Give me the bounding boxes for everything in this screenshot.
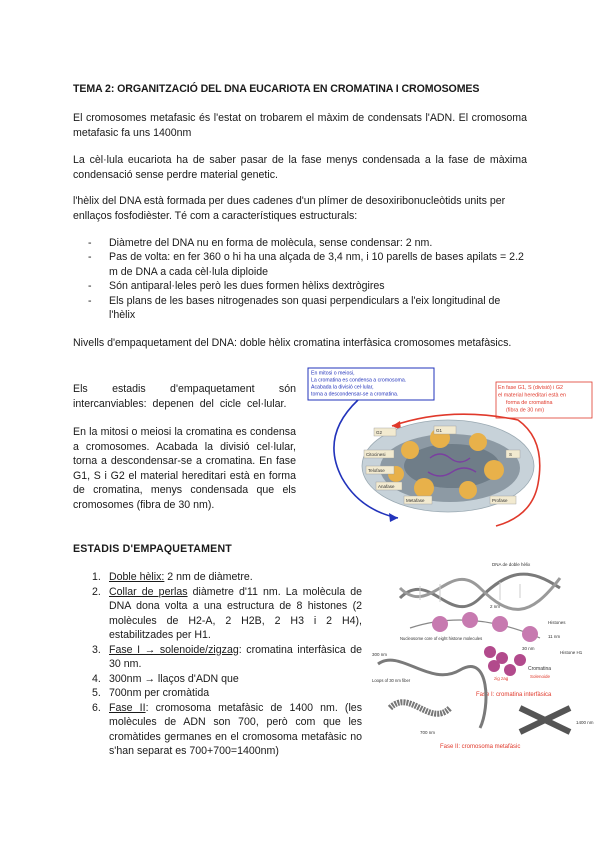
svg-text:Citocinesi: Citocinesi: [366, 452, 386, 457]
svg-text:1400 nm: 1400 nm: [576, 720, 594, 725]
paragraph-metaphase: El cromosomes metafasic és l'estat on trobarem el màxim de condensats l'ADN. El cromosoma metafasic fa uns 1400nm: [73, 112, 527, 139]
paragraph-helix: l'hèlix del DNA està formada per dues cadenes d'un plímer de desoxiribonucleòtids units per enllaços fosfodièster. Té com a característiques estructurals:: [73, 195, 506, 222]
svg-text:S: S: [509, 452, 513, 457]
svg-text:30 nm: 30 nm: [522, 646, 535, 651]
list-item: 6. Fase II: cromosoma metafàsic de 1400 nm. (les molècules de ADN son 700, però com que les cromàtides germanes en el cromosoma metafàsic no s'han separat es 700+700=1400nm): [92, 701, 362, 757]
paragraph-mitosis: En la mitosi o meiosi la cromatina es condensa a cromosomes. Acabada la divisió cel·lular, torna a descondensar-se a cromatina. En fase G1, S i G2 el material hereditari està en forma de cromatina, menys condensada que els cromosomes (fibra de 30 nm).: [73, 426, 296, 511]
svg-text:DNA de doble hèlix: DNA de doble hèlix: [492, 562, 531, 567]
page-title: TEMA 2: ORGANITZACIÓ DEL DNA EUCARIOTA EN CROMATINA I CROMOSOMES: [73, 83, 480, 95]
svg-text:Solenoide: Solenoide: [530, 674, 551, 679]
svg-text:En fase G1, S (divisió) i G2: En fase G1, S (divisió) i G2 el material hereditari està en forma de cromatina (fibra de 30 nm): [498, 385, 567, 414]
svg-text:Telofase: Telofase: [368, 468, 385, 473]
list-item: 3. Fase I → solenoide/zigzag: cromatina interfàsica de 30 nm.: [92, 643, 363, 670]
stages-list: [92, 570, 362, 759]
svg-text:Fase I: cromatina interfàsica: Fase I: cromatina interfàsica: [476, 692, 552, 698]
svg-text:Histone H1: Histone H1: [560, 650, 583, 655]
svg-text:Histones: Histones: [548, 620, 566, 625]
svg-text:Nucleosome core of eight histo: Nucleosome core of eight histone molecules: [400, 636, 483, 641]
list-item: - Pas de volta: en fer 360 o hi ha una alçada de 3,4 nm, i 10 parells de bases apilats = 2.2 m de DNA a cada cèl·lula diploide: [88, 250, 528, 279]
svg-text:Loops of 30 nm fiber: Loops of 30 nm fiber: [372, 678, 411, 683]
characteristics-list: [88, 236, 528, 322]
list-item: 5. 700nm per cromàtida: [92, 687, 210, 699]
svg-text:700 nm: 700 nm: [420, 730, 436, 735]
paragraph-condensation: La cèl·lula eucariota ha de saber pasar de la fase menys condensada a la fase de màxima condensació sense perdre material genetic.: [73, 154, 527, 181]
svg-text:Anafase: Anafase: [378, 484, 395, 489]
cell-cycle-figure: [300, 366, 596, 530]
paragraph-interchangeable: Els estadis d'empaquetament són intercanviables: depenen del cicle cel·lular.: [73, 383, 296, 410]
list-item: - Són antiparal·leles però les dues formen hèlixs dextrògires: [88, 279, 528, 293]
svg-text:11 nm: 11 nm: [548, 634, 561, 639]
list-item: - Diàmetre del DNA nu en forma de molècula, sense condensar: 2 nm.: [88, 236, 528, 250]
stages-heading: ESTADIS D'EMPAQUETAMENT: [73, 543, 232, 555]
svg-text:zig zag: zig zag: [494, 676, 509, 681]
svg-text:Profase: Profase: [492, 498, 508, 503]
svg-text:Cromatina: Cromatina: [528, 666, 552, 672]
svg-text:En mitosi o meiosi, La c: En mitosi o meiosi, La cromatina es condensa a cromosoma. Acabada la divisió cel·lular, torna a descondensar-se a cromatina.: [311, 370, 407, 398]
svg-text:G2: G2: [376, 430, 383, 435]
svg-text:Metafase: Metafase: [406, 498, 425, 503]
packaging-figure: [370, 558, 596, 752]
list-item: 2. Collar de perlas diàmetre d'11 nm. La molècula de DNA dona volta a una estructura de 8 histones (2 molècules de H2-A, 2 H2B, 2 H3 i 2 H4), estabilitzades per H1.: [92, 585, 362, 641]
list-item: 1. Doble hèlix: 2 nm de diàmetre.: [92, 571, 253, 583]
svg-text:2 nm: 2 nm: [490, 604, 501, 609]
svg-text:300 nm: 300 nm: [372, 652, 388, 657]
paragraph-levels: Nivells d'empaquetament del DNA: doble hèlix cromatina interfàsica cromosomes metafàsics.: [73, 337, 512, 349]
svg-text:G1: G1: [436, 428, 443, 433]
svg-text:Fase II: cromosoma metafàsic: Fase II: cromosoma metafàsic: [440, 744, 521, 750]
list-item: 4. 300nm → llaços d'ADN que: [92, 672, 239, 685]
list-item: - Els plans de les bases nitrogenades son quasi perpendiculars a l'eix longitudinal de l'hèlix: [88, 294, 528, 323]
